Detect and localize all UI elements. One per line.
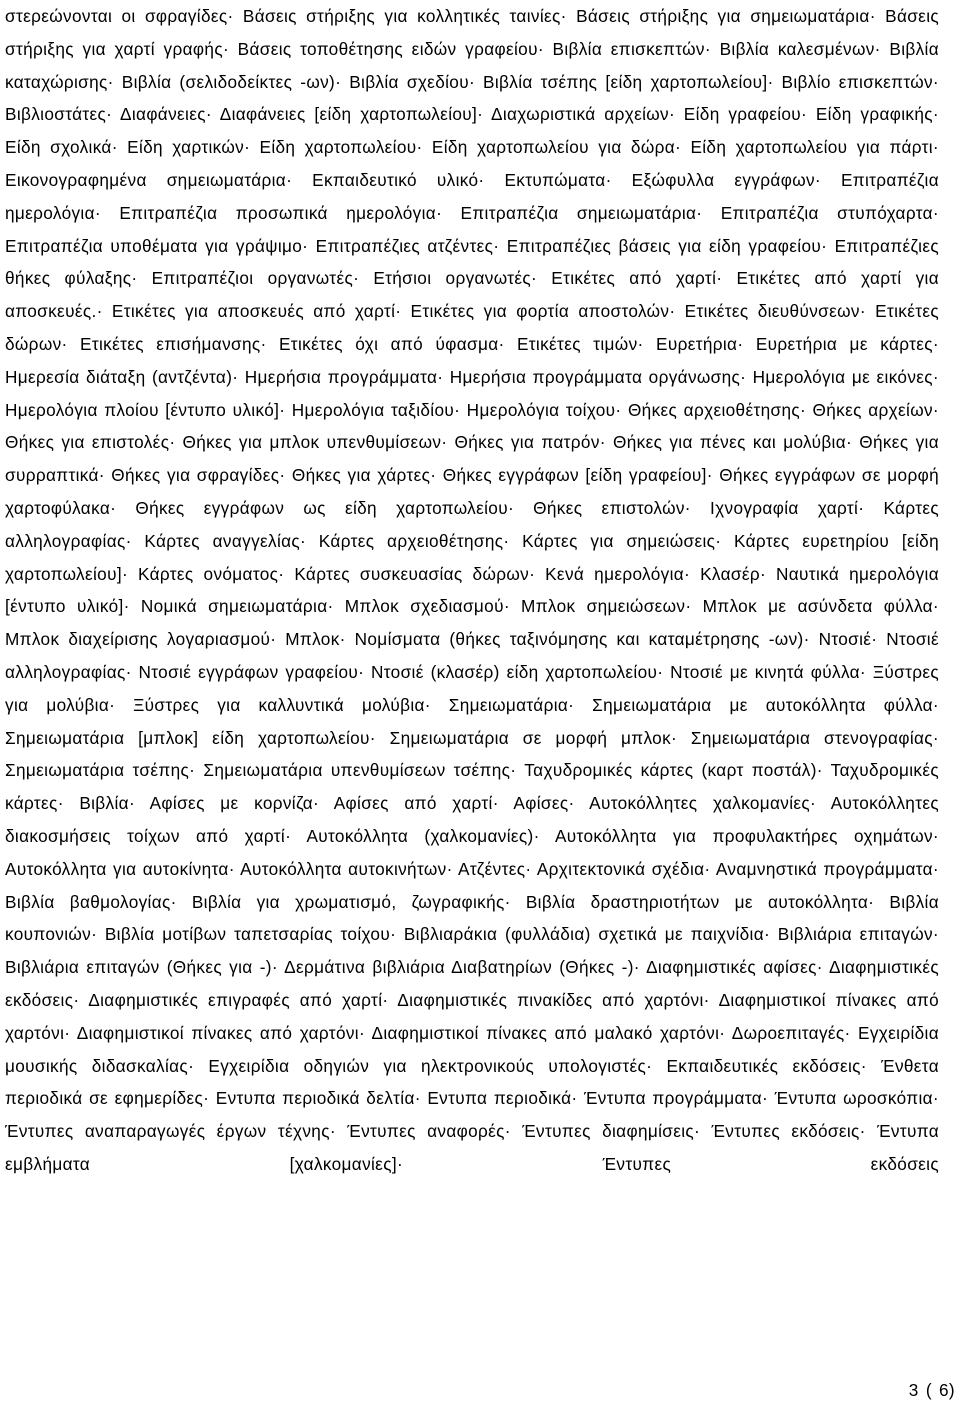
page-number: 3 ( 6) [908,1380,955,1400]
body-text-paragraph: στερεώνονται οι σφραγίδες· Βάσεις στήριξης για κολλητικές ταινίες· Βάσεις στήριξης για σημειωματάρια· Βάσεις στήριξης για χαρτί γραφής· Βάσεις τοποθέτησης ειδών γραφείου· Βιβλία επισκεπτών· Βιβλία καλεσμένων· Βιβλία καταχώρισης· Βιβλία (σελιδοδείκτες -ων)· Βιβλία σχεδίου· Βιβλία τσέπης [είδη χαρτοπωλείου]· Βιβλίο επισκεπτών· Βιβλιοστάτες· Διαφάνειες· Διαφάνειες [είδη χαρτοπωλείου]· Διαχωριστικά αρχείων· Είδη γραφείου· Είδη γραφικής· Είδη σχολικά· Είδη χαρτικών· Είδη χαρτοπωλείου· Είδη χαρτοπωλείου για δώρα· Είδη χαρτοπωλείου για πάρτι· Εικονογραφημένα σημειωματάρια· Εκπαιδευτικό υλικό· Εκτυπώματα· Εξώφυλλα εγγράφων· Επιτραπέζια ημερολόγια· Επιτραπέζια προσωπικά ημερολόγια· Επιτραπέζια σημειωματάρια· Επιτραπέζια στυπόχαρτα· Επιτραπέζια υποθέματα για γράψιμο· Επιτραπέζιες ατζέντες· Επιτραπέζιες βάσεις για είδη γραφείου· Επιτραπέζιες θήκες φύλαξης· Επιτραπέζιοι οργανωτές· Ετήσιοι οργανωτές· Ετικέτες από χαρτί· Ετικέτες από χαρτί για αποσκευές.· Ετικέτες για αποσκευές από χαρτί· Ετικέτες για φορτία αποστολών· Ετικέτες διευθύνσεων· Ετικέτες δώρων· Ετικέτες επισήμανσης· Ετικέτες όχι από ύφασμα· Ετικέτες τιμών· Ευρετήρια· Ευρετήρια με κάρτες· Ημερεσία διάταξη (αντζέντα)· Ημερήσια προγράμματα· Ημερήσια προγράμματα οργάνωσης· Ημερολόγια με εικόνες· Ημερολόγια πλοίου [έντυπο υλικό]· Ημερολόγια ταξιδίου· Ημερολόγια τοίχου· Θήκες αρχειοθέτησης· Θήκες αρχείων· Θήκες για επιστολές· Θήκες για μπλοκ υπενθυμίσεων· Θήκες για πατρόν· Θήκες για πένες και μολύβια· Θήκες για συρραπτικά· Θήκες για σφραγίδες· Θήκες για χάρτες· Θήκες εγγράφων [είδη γραφείου]· Θήκες εγγράφων σε μορφή χαρτοφύλακα· Θήκες εγγράφων ως είδη χαρτοπωλείου· Θήκες επιστολών· Ιχνογραφία χαρτί· Κάρτες αλληλογραφίας· Κάρτες αναγγελίας· Κάρτες αρχειοθέτησης· Κάρτες για σημειώσεις· Κάρτες ευρετηρίου [είδη χαρτοπωλείου]· Κάρτες ονόματος· Κάρτες συσκευασίας δώρων· Κενά ημερολόγια· Κλασέρ· Ναυτικά ημερολόγια [έντυπο υλικό]· Νομικά σημειωματάρια· Μπλοκ σχεδιασμού· Μπλοκ σημειώσεων· Μπλοκ με ασύνδετα φύλλα· Μπλοκ διαχείρισης λογαριασμού· Μπλοκ· Νομίσματα (θήκες ταξινόμησης και καταμέτρησης -ων)· Ντοσιέ· Ντοσιέ αλληλογραφίας· Ντοσιέ εγγράφων γραφείου· Ντοσιέ (κλασέρ) είδη χαρτοπωλείου· Ντοσιέ με κινητά φύλλα· Ξύστρες για μολύβια· Ξύστρες για καλλυντικά μολύβια· Σημειωματάρια· Σημειωματάρια με αυτοκόλλητα φύλλα· Σημειωματάρια [μπλοκ] είδη χαρτοπωλείου· Σημειωματάρια σε μορφή μπλοκ· Σημειωματάρια στενογραφίας· Σημειωματάρια τσέπης· Σημειωματάρια υπενθυμίσεων τσέπης· Ταχυδρομικές κάρτες (καρτ ποστάλ)· Ταχυδρομικές κάρτες· Βιβλία· Αφίσες με κορνίζα· Αφίσες από χαρτί· Αφίσες· Αυτοκόλλητες χαλκομανίες· Αυτοκόλλητες διακοσμήσεις τοίχων από χαρτί· Αυτοκόλλητα (χαλκομανίες)· Αυτοκόλλητα για προφυλακτήρες οχημάτων· Αυτοκόλλητα για αυτοκίνητα· Αυτοκόλλητα αυτοκινήτων· Ατζέντες· Αρχιτεκτονικά σχέδια· Αναμνηστικά προγράμματα· Βιβλία βαθμολογίας· Βιβλία για χρωματισμό, ζωγραφικής· Βιβλία δραστηριοτήτων με αυτοκόλλητα· Βιβλία κουπονιών· Βιβλία μοτίβων ταπετσαρίας τοίχου· Βιβλιαράκια (φυλλάδια) σχετικά με παιχνίδια· Βιβλιάρια επιταγών· Βιβλιάρια επιταγών (Θήκες για -)· Δερμάτινα βιβλιάρια Διαβατηρίων (Θήκες -)· Διαφημιστικές αφίσες· Διαφημιστικές εκδόσεις· Διαφημιστικές επιγραφές από χαρτί· Διαφημιστικές πινακίδες από χαρτόνι· Διαφημιστικοί πίνακες από χαρτόνι· Διαφημιστικοί πίνακες από χαρτόνι· Διαφημιστικοί πίνακες από μαλακό χαρτόνι· Δωροεπιταγές· Εγχειρίδια μουσικής διδασκαλίας· Εγχειρίδια οδηγιών για ηλεκτρονικούς υπολογιστές· Εκπαιδευτικές εκδόσεις· Ένθετα περιοδικά σε εφημερίδες· Εντυπα περιοδικά δελτία· Εντυπα περιοδικά· Έντυπα προγράμματα· Έντυπα ωροσκόπια· Έντυπες αναπαραγωγές έργων τέχνης· Έντυπες αναφορές· Έντυπες διαφημίσεις· Έντυπες εκδόσεις· Έντυπα εμβλήματα [χαλκομανίες]· Έντυπες εκδόσεις [5,6,939,1174]
